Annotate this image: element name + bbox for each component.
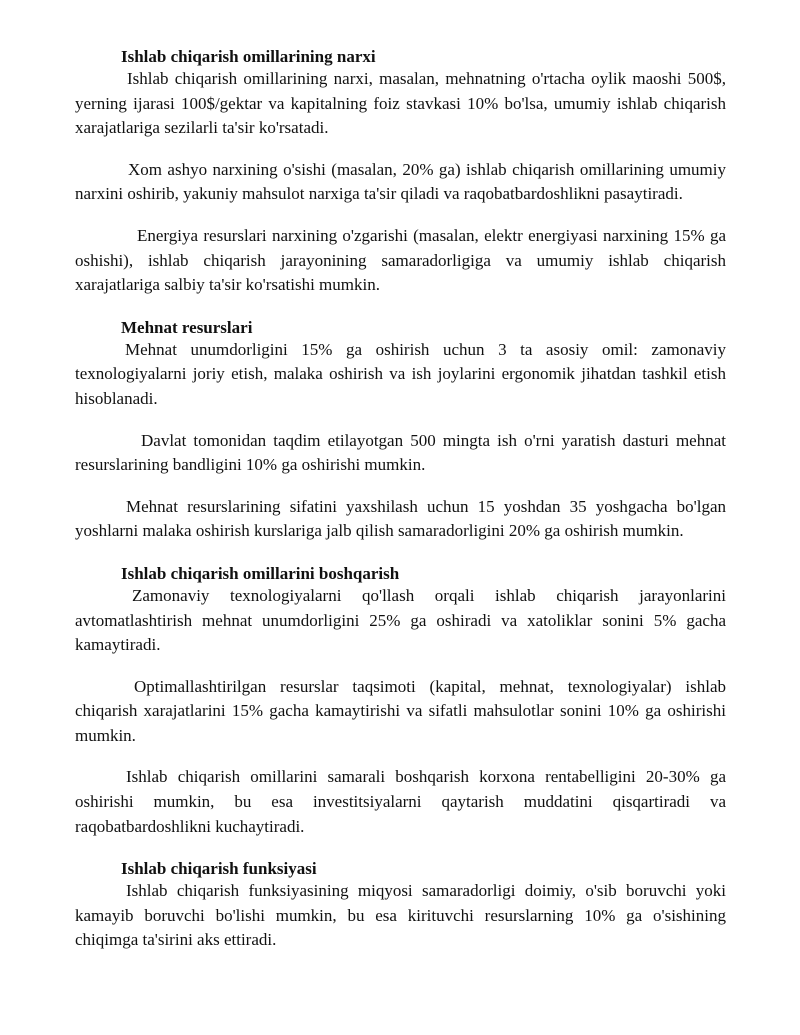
section-heading: Ishlab chiqarish funksiyasi — [121, 859, 317, 879]
paragraph: Ishlab chiqarish omillarini samarali boshqarish korxona rentabelligini 20-30% ga oshirishi mumkin, bu esa investitsiyalarni qaytarish muddatini qisqartiradi va raqobatbardoshlikni kuchaytiradi. — [75, 767, 726, 836]
section-heading: Ishlab chiqarish omillarining narxi — [121, 47, 376, 66]
section-factor-prices — [75, 45, 726, 298]
paragraph: Ishlab chiqarish funksiyasining miqyosi samaradorligi doimiy, o'sib boruvchi yoki kamayib boruvchi bo'lishi mumkin, bu esa kirituvchi resurslarning 10% ga o'sishining chiqimga ta'sirini aks ettiradi. — [75, 881, 726, 950]
section-factor-management — [75, 562, 726, 839]
paragraph: Ishlab chiqarish omillarining narxi, masalan, mehnatning o'rtacha oylik maoshi 500$, yerning ijarasi 100$/gektar va kapitalning foiz stavkasi 10% bo'lsa, umumiy ishlab chiqarish xarajatlariga sezilarli ta'sir ko'rsatadi. — [75, 69, 726, 138]
paragraph: Energiya resurslari narxining o'zgarishi (masalan, elektr energiyasi narxining 15% ga oshishi), ishlab chiqarish jarayonining samaradorligiga va umumiy ishlab chiqarish xarajatlariga salbiy ta'sir ko'rsatishi mumkin. — [75, 225, 726, 295]
paragraph: Xom ashyo narxining o'sishi (masalan, 20% ga) ishlab chiqarish omillarining umumiy narxini oshirib, yakuniy mahsulot narxiga ta'sir qiladi va raqobatbardoshlikni pasaytiradi. — [75, 159, 726, 204]
paragraph: Davlat tomonidan taqdim etilayotgan 500 mingta ish o'rni yaratish dasturi mehnat resurslarining bandligini 10% ga oshirishi mumkin. — [75, 430, 726, 475]
paragraph: Zamonaviy texnologiyalarni qo'llash orqali ishlab chiqarish jarayonlarini avtomatlashtirish mehnat unumdorligini 25% ga oshiradi va xatoliklar sonini 5% gacha kamaytiradi. — [75, 585, 726, 655]
section-heading: Ishlab chiqarish omillarini boshqarish — [121, 563, 400, 583]
document-page — [75, 45, 726, 953]
section-heading: Mehnat resurslari — [121, 317, 253, 337]
paragraph: Mehnat resurslarining sifatini yaxshilash uchun 15 yoshdan 35 yoshgacha bo'lgan yoshlarni malaka oshirish kurslariga jalb qilish samaradorligini 20% ga oshirish mumkin. — [75, 496, 726, 541]
paragraph: Optimallashtirilgan resurslar taqsimoti (kapital, mehnat, texnologiyalar) ishlab chiqarish xarajatlarini 15% gacha kamaytirishi va sifatli mahsulotlar sonini 10% ga oshirishi mumkin. — [75, 676, 726, 745]
section-labor-resources — [75, 316, 726, 544]
paragraph: Mehnat unumdorligini 15% ga oshirish uchun 3 ta asosiy omil: zamonaviy texnologiyalarni joriy etish, malaka oshirish va ish joylarini ergonomik jihatdan tashkil etish hisoblanadi. — [75, 339, 726, 408]
section-production-function — [75, 857, 726, 953]
